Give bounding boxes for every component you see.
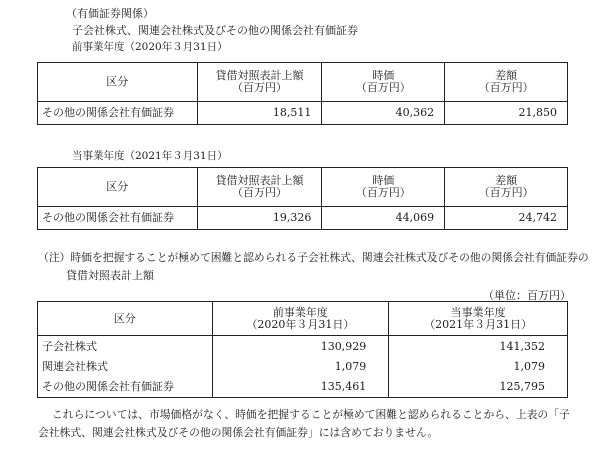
list-item: 1,079: [513, 359, 545, 373]
header-book-value: 貸借対照表計上額 （百万円）: [197, 168, 322, 207]
table-header-row: [38, 63, 568, 102]
current-values-cell: [389, 336, 568, 398]
book-value-cell: 19,326: [197, 207, 322, 230]
list-item: 125,795: [499, 379, 545, 393]
prior-values-cell: [212, 336, 389, 398]
current-period-label: 当事業年度（2021年３月31日）: [72, 150, 228, 162]
section-subheading: 子会社株式、関連会社株式及びその他の関係会社有価証券: [72, 24, 358, 37]
non-market-securities-table: [37, 301, 568, 398]
list-item: 141,352: [499, 339, 545, 353]
header-category: 区分: [38, 168, 198, 207]
row-label: その他の関係会社有価証券: [38, 102, 198, 125]
row-labels-cell: [38, 336, 213, 398]
prior-year-table: [37, 62, 568, 125]
list-item: 子会社株式: [42, 339, 97, 353]
difference-cell: 21,850: [445, 102, 568, 125]
book-value-cell: 18,511: [197, 102, 322, 125]
table-header-row: [38, 168, 568, 207]
header-book-value: 貸借対照表計上額 （百万円）: [197, 63, 322, 102]
prior-period-label: 前事業年度（2020年３月31日）: [72, 41, 228, 53]
header-market-value: 時価 （百万円）: [322, 168, 445, 207]
footer-line-2: 会社株式、関連会社株式及びその他の関係会社有価証券」には含めておりません。: [38, 426, 439, 439]
difference-cell: 24,742: [445, 207, 568, 230]
table-row: [38, 102, 568, 125]
list-item: 関連会社株式: [42, 359, 108, 373]
section-heading: （有価証券関係）: [66, 7, 154, 20]
note-line-1: （注）時価を把握することが極めて困難と認められる子会社株式、関連会社株式及びその他の関係会社有価証券の: [38, 251, 589, 264]
header-difference: 差額 （百万円）: [445, 168, 568, 207]
market-value-cell: 44,069: [322, 207, 445, 230]
note-line-2: 貸借対照表計上額: [66, 269, 154, 282]
table-header-row: [38, 302, 568, 336]
current-year-table: [37, 167, 568, 230]
footer-line-1: これらについては、市場価格がなく、時価を把握することが極めて困難と認められることから、上表の「子: [52, 408, 570, 421]
header-category: 区分: [38, 302, 213, 336]
header-prior-year: 前事業年度 （2020年３月31日）: [212, 302, 389, 336]
header-difference: 差額 （百万円）: [445, 63, 568, 102]
row-label: その他の関係会社有価証券: [38, 207, 198, 230]
unit-label: （単位：百万円）: [483, 289, 571, 302]
table-row: [38, 207, 568, 230]
list-item: その他の関係会社有価証券: [42, 379, 174, 393]
header-category: 区分: [38, 63, 198, 102]
header-market-value: 時価 （百万円）: [322, 63, 445, 102]
list-item: 130,929: [320, 339, 367, 353]
list-item: 1,079: [334, 359, 367, 373]
market-value-cell: 40,362: [322, 102, 445, 125]
header-current-year: 当事業年度 （2021年３月31日）: [389, 302, 568, 336]
list-item: 135,461: [320, 379, 367, 393]
table-body-row: [38, 336, 568, 398]
